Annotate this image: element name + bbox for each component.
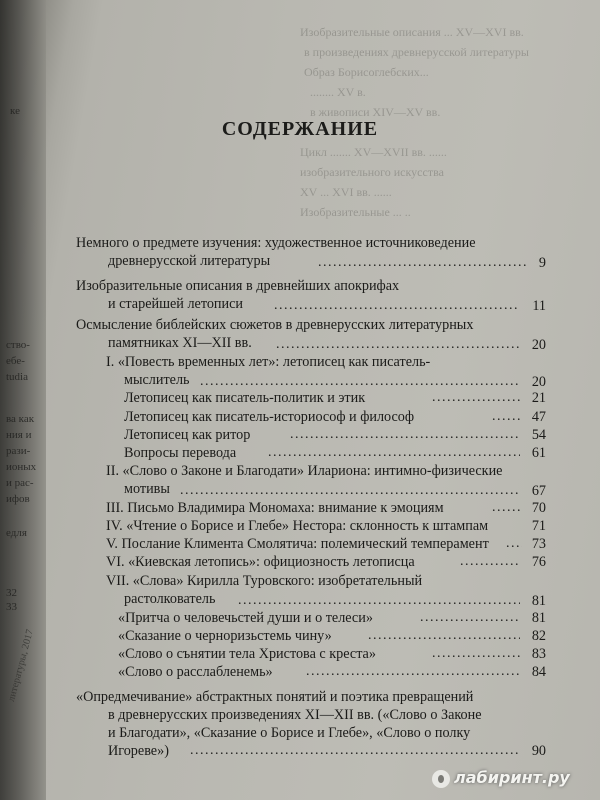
facing-page-fragment: ионых	[6, 461, 37, 473]
facing-page-fragment: 33	[6, 601, 17, 613]
toc-page-number: 21	[531, 390, 546, 406]
toc-line: Немного о предмете изучения: художественное источниковедение	[76, 235, 476, 251]
leader-dots	[268, 444, 520, 462]
page-title: СОДЕРЖАНИЕ	[221, 118, 379, 140]
show-through-line: изобразительного искусства	[300, 165, 444, 179]
toc-line: в древнерусских произведениях XI—XII вв. («Слово о Законе	[108, 707, 482, 723]
facing-page-fragment: ния и	[6, 429, 32, 441]
labirint-logo-icon	[432, 770, 450, 788]
toc-page-number: 83	[531, 646, 546, 662]
show-through-line: Изобразительные описания ... XV—XVI вв.	[300, 25, 524, 39]
toc-line: растолкователь	[124, 591, 216, 607]
show-through-line: Цикл ....... XV—XVII вв. ......	[300, 145, 447, 159]
facing-page-fragment: едля	[6, 527, 27, 539]
site-watermark-logo	[432, 768, 600, 794]
toc-page-number: 54	[531, 427, 546, 443]
toc-line: мыслитель	[124, 372, 190, 388]
toc-line: Изобразительные описания в древнейших апокрифах	[76, 278, 400, 294]
toc-line: «Сказание о черноризьстемь чину»	[118, 628, 332, 644]
toc-page-number: 71	[531, 518, 546, 534]
toc-line: Летописец как ритор	[124, 427, 251, 443]
leader-dots	[238, 592, 520, 610]
toc-page-number: 20	[531, 337, 546, 353]
leader-dots	[274, 297, 518, 315]
logo-text: лабиринт.ру	[454, 768, 570, 787]
toc-line: Вопросы перевода	[124, 445, 237, 461]
toc-line: VII. «Слова» Кирилла Туровского: изобретательный	[106, 573, 423, 589]
show-through-line: ........ XV в.	[310, 85, 366, 99]
toc-line: III. Письмо Владимира Мономаха: внимание к эмоциям	[106, 500, 444, 516]
toc-page-number: 11	[532, 298, 546, 314]
facing-page-fragment: ке	[10, 105, 20, 117]
toc-page-number: 81	[531, 610, 546, 626]
facing-page-fragment: рази-	[6, 445, 31, 457]
toc-line: I. «Повесть временных лет»: летописец как писатель-	[106, 354, 431, 370]
leader-dots	[290, 426, 520, 444]
toc-line: памятниках XI—XII вв.	[108, 335, 252, 351]
leader-dots	[276, 336, 520, 354]
toc-line: древнерусской литературы	[108, 253, 271, 269]
toc-page-number: 84	[531, 664, 546, 680]
toc-page-number: 20	[531, 374, 546, 390]
toc-page-number: 61	[531, 445, 546, 461]
show-through-line: в живописи XIV—XV вв.	[310, 105, 441, 119]
facing-page-fragment: ифов	[6, 493, 30, 505]
leader-dots	[306, 663, 520, 681]
toc-line: и Благодати», «Сказание о Борисе и Глебе», «Слово о полку	[108, 725, 471, 741]
toc-line: «Слово о расслабленемь»	[118, 664, 273, 680]
toc-line: II. «Слово о Законе и Благодати» Илариона: интимно-физические	[106, 463, 503, 479]
show-through-line: Изобразительные ... ..	[300, 205, 411, 219]
toc-line: Игореве»)	[108, 743, 169, 759]
toc-line: VI. «Киевская летопись»: официозность летописца	[106, 554, 415, 570]
toc-line: IV. «Чтение о Борисе и Глебе» Нестора: склонность к штампам	[106, 518, 489, 534]
facing-page-fragment: tudia	[6, 371, 28, 383]
toc-line: и старейшей летописи	[108, 296, 244, 312]
leader-dots	[180, 482, 520, 500]
toc-page-number: 9	[538, 255, 546, 271]
toc-line: «Притча о человечьстей души и о телеси»	[118, 610, 373, 626]
toc-line: «Слово о сънятии тела Христова с креста»	[118, 646, 376, 662]
leader-dots	[190, 742, 520, 760]
facing-page-fragment: 32	[6, 587, 17, 599]
facing-page-fragment: ва как	[6, 413, 35, 425]
facing-page-fragment: ство-	[6, 339, 30, 351]
toc-page-number: 67	[531, 483, 546, 499]
show-through-line: в произведениях древнерусской литературы	[304, 45, 529, 59]
toc-page-number: 81	[531, 593, 546, 609]
toc-page-number: 82	[531, 628, 546, 644]
toc-line: Осмысление библейских сюжетов в древнерусских литературных	[76, 317, 474, 333]
toc-line: «Опредмечивание» абстрактных понятий и поэтика превращений	[76, 689, 474, 705]
show-through-line: Образ Борисоглебских...	[304, 65, 429, 79]
show-through-line: XV ... XVI вв. ......	[300, 185, 392, 199]
toc-line: мотивы	[124, 481, 170, 497]
facing-page-text	[6, 90, 46, 650]
facing-page-footer: литературы, 2017	[6, 628, 36, 703]
toc-page-number: 73	[531, 536, 546, 552]
toc-line: Летописец как писатель-историософ и философ	[124, 409, 415, 425]
toc-page-number: 47	[531, 409, 546, 425]
facing-page-fragment: и рас-	[6, 477, 34, 489]
toc-page-number: 76	[531, 554, 546, 570]
facing-page-fragment: ебе-	[6, 355, 25, 367]
toc-line: Летописец как писатель-политик и этик	[124, 390, 366, 406]
toc-line: V. Послание Климента Смолятича: полемический темперамент	[106, 536, 489, 552]
toc-page-number: 70	[531, 500, 546, 516]
toc-page-number: 90	[531, 743, 546, 759]
